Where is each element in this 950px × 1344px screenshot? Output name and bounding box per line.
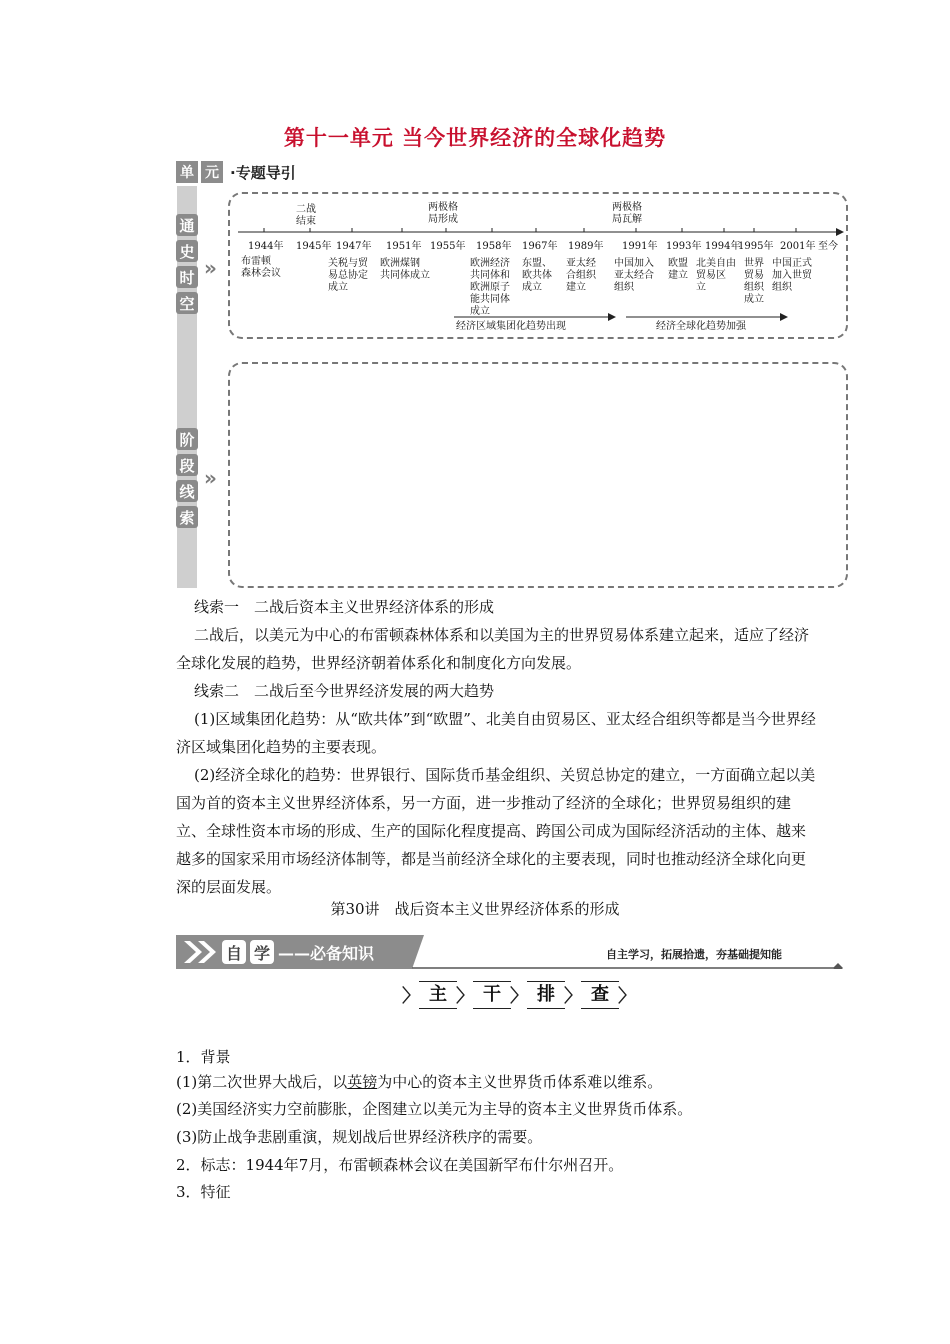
side-label-char: 段 [176,454,198,476]
unit-badge-1: 单 [176,161,198,183]
underlined-term: 英镑 [347,1073,378,1091]
timeline-event: 中国加入 亚太经合 组织 [614,258,654,293]
content-text: 为中心的资本主义世界货币体系难以维系。 [377,1073,663,1091]
side-label-char: 通 [176,214,198,236]
stage-clue-box [228,362,848,588]
timeline-year: 1993年 [666,241,702,252]
timeline-above-label: 二战 结束 [296,204,316,227]
timeline-year: 1995年 [738,241,774,252]
content-line: 1．背景 [176,1048,231,1066]
timeline-event: 欧洲煤钢 共同体成立 [380,258,430,281]
timeline-year: 1944年 [248,241,284,252]
timeline-year: 1994年 [705,241,741,252]
content-text: (1)第二次世界大战后，以 [176,1073,348,1091]
side-label-char: 史 [176,240,198,262]
content-line: 3．特征 [176,1183,231,1201]
clue2-p1: (1)区域集团化趋势：从“欧共体”到“欧盟”、北美自由贸易区、亚太经合组织等都是当今世界经济区域集团化趋势的主要表现。 [176,710,816,756]
trend-label: 经济全球化趋势加强 [656,321,746,332]
clue1-heading: 线索一 二战后资本主义世界经济体系的形成 [194,598,495,616]
content-line: (2)美国经济实力空前膨胀，企图建立以美元为主导的资本主义世界货币体系。 [176,1100,693,1118]
timeline-year: 1958年 [476,241,512,252]
side-label-char: 线 [176,480,198,502]
timeline-event: 东盟、 欧共体 成立 [522,258,552,293]
content-line: 2．标志：1944年7月，布雷顿森林会议在美国新罕布什尔州召开。 [176,1156,624,1174]
timeline-above-label: 两极格 局瓦解 [612,202,642,225]
clue2-heading: 线索二 二战后至今世界经济发展的两大趋势 [194,682,495,700]
timeline-year: 1989年 [568,241,604,252]
chevron-right-icon: » [204,256,217,280]
side-label-char: 索 [176,506,198,528]
timeline-event: 欧洲经济 共同体和 欧洲原子 能共同体 成立 [470,258,510,317]
timeline-event: 关税与贸 易总协定 成立 [328,258,368,293]
timeline-year: 1951年 [386,241,422,252]
timeline-event: 中国正式 加入世贸 组织 [772,258,812,293]
unit-title: 第十一单元 当今世界经济的全球化趋势 [283,126,667,150]
lecture-title: 第30讲 战后资本主义世界经济体系的形成 [330,900,620,918]
section-tag: 〉 主 〉 干 〉 排 〉 查 〉 [403,980,635,1010]
timeline-event: 布雷顿 森林会议 [241,256,281,279]
side-label-char: 阶 [176,428,198,450]
unit-badge-2: 元 [201,161,223,183]
timeline-year: 1955年 [430,241,466,252]
banner-char: 自 [222,940,246,964]
side-label-char: 时 [176,266,198,288]
timeline-event: 世界 贸易 组织 成立 [744,258,764,305]
unit-header-label: ·专题导引 [230,163,296,182]
section-tag-char: 查 [581,981,619,1009]
clue2-p2: (2)经济全球化的趋势：世界银行、国际货币基金组织、关贸总协定的建立，一方面确立起以美国为首的资本主义世界经济体系，另一方面，进一步推动了经济的全球化；世界贸易组织的建立、全球性资本市场的形成、生产的国际化程度提高、跨国公司成为国际经济活动的主体、越来越多的国家采用市场经济体制等，都是当前经济全球化的主要表现，同时也推动经济全球化向更深的层面发展。 [176,766,816,896]
chevron-right-icon: » [204,466,217,490]
section-tag-char: 主 [419,981,457,1009]
timeline-event: 北美自由 贸易区 立 [696,258,736,293]
clue1-body: 二战后，以美元为中心的布雷顿森林体系和以美国为主的世界贸易体系建立起来，适应了经济全球化发展的趋势，世界经济朝着体系化和制度化方向发展。 [176,626,810,672]
timeline-year: 1967年 [522,241,558,252]
timeline-year: 1947年 [336,241,372,252]
timeline-year: 1945年 [296,241,332,252]
content-line: (3)防止战争悲剧重演，规划战后世界经济秩序的需要。 [176,1128,543,1146]
timeline-event: 亚太经 合组织 建立 [566,258,596,293]
section-tag-char: 排 [527,981,565,1009]
banner-slogan: 自主学习，拓展拾遗，夯基础提知能 [606,948,782,961]
timeline-year: 至今 [818,241,838,252]
timeline-event: 欧盟 建立 [668,258,688,281]
banner-char: 学 [250,940,274,964]
timeline-above-label: 两极格 局形成 [428,202,458,225]
content-line [176,1071,662,1093]
section-tag-char: 干 [473,981,511,1009]
banner-label: ——必备知识 [278,944,375,963]
side-label-char: 空 [176,292,198,314]
unit-header [176,160,296,184]
timeline-year: 2001年 [780,241,816,252]
timeline-year: 1991年 [622,241,658,252]
trend-label: 经济区域集团化趋势出现 [456,321,566,332]
